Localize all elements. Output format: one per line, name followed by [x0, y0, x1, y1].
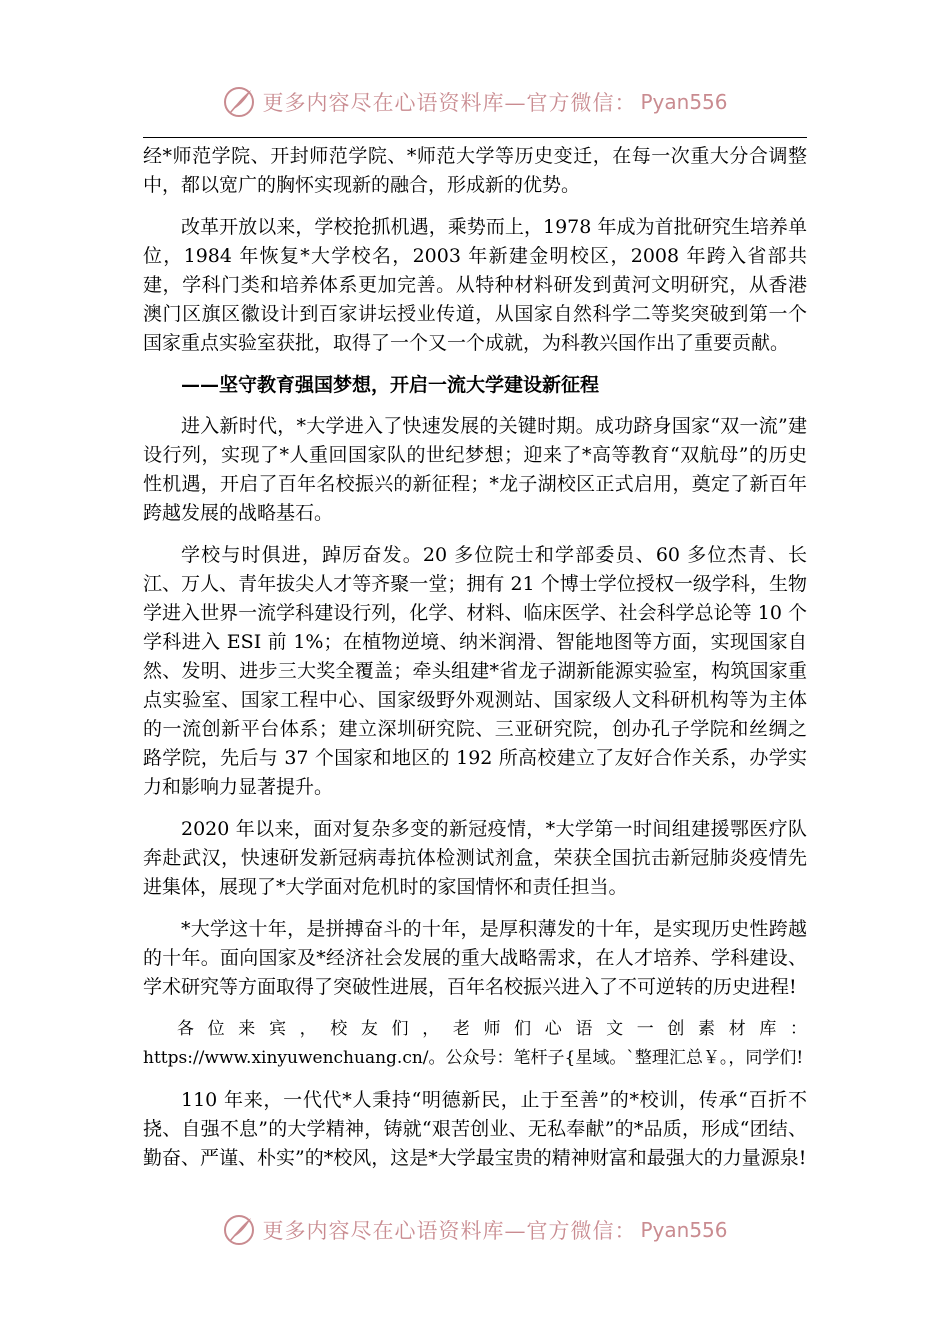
watermark-contact: Pyan556 — [640, 1218, 728, 1242]
feather-quill-icon — [222, 1213, 256, 1247]
watermark-text: 更多内容尽在心语资料库—官方微信： — [262, 1219, 637, 1243]
paragraph-pandemic: 2020 年以来，面对复杂多变的新冠疫情，*大学第一时间组建援鄂医疗队奔赴武汉，快速研发新冠病毒抗体检测试剂盒，荣获全国抗击新冠肺炎疫情先进集体，展现了*大学面对危机时的家国情怀和责任担当。 — [143, 818, 807, 898]
paragraph-reform: 改革开放以来，学校抢抓机遇，乘势而上，1978 年成为首批研究生培养单位，1984 年恢复*大学校名，2003 年新建金明校区，2008 年跨入省部共建，学科门类和培养体系更加完善。从特种材料研发到黄河文明研究，从香港澳门区旗区徽设计到百家讲坛授业传道，从国家自然科学二等奖突破到第一个国家重点实验室获批，取得了一个又一个成就，为科教兴国作出了重要贡献。 — [143, 216, 807, 354]
watermark-contact: Pyan556 — [640, 90, 728, 114]
paragraph-continuation: 经*师范学院、开封师范学院、*师范大学等历史变迁，在每一次重大分合调整中，都以宽广的胸怀实现新的融合，形成新的优势。 — [143, 145, 807, 196]
paragraph-motto: 110 年来，一代代*人秉持“明德新民，止于至善”的*校训，传承“百折不挠、自强不息”的大学精神，铸就“艰苦创业、无私奉献”的*品质，形成“团结、勤奋、严谨、朴实”的*校风，这是*大学最宝贵的精神财富和最强大的力量源泉! — [143, 1089, 807, 1169]
section-heading: ——坚守教育强国梦想，开启一流大学建设新征程 — [181, 374, 600, 396]
header-divider — [143, 137, 807, 138]
paragraph-decade: *大学这十年，是拼搏奋斗的十年，是厚积薄发的十年，是实现历史性跨越的十年。面向国家及*经济社会发展的重大战略需求，在人才培养、学科建设、学术研究等方面取得了突破性进展，百年名校振兴进入了不可逆转的历史进程! — [143, 918, 807, 998]
paragraph-greeting: 各位来宾，校友们，老师们心语文一创素材库：https://www.xinyuwenchuang.cn/。公众号：笔杆子{星域。`整理汇总￥。，同学们! — [143, 1019, 807, 1068]
footer-watermark — [0, 1210, 950, 1250]
watermark-text: 更多内容尽在心语资料库—官方微信： — [262, 91, 637, 115]
document-body — [143, 142, 807, 1186]
paragraph-achievements: 学校与时俱进，踔厉奋发。20 多位院士和学部委员、60 多位杰青、长江、万人、青年拔尖人才等齐聚一堂；拥有 21 个博士学位授权一级学科，生物学进入世界一流学科建设行列，化学、材料、临床医学、社会科学总论等 10 个学科进入 ESI 前 1%；在植物逆境、纳米润滑、智能地图等方面，实现国家自然、发明、进步三大奖全覆盖；牵头组建*省龙子湖新能源实验室，构筑国家重点实验室、国家工程中心、国家级野外观测站、国家级人文科研机构等为主体的一流创新平台体系；建立深圳研究院、三亚研究院，创办孔子学院和丝绸之路学院，先后与 37 个国家和地区的 192 所高校建立了友好合作关系，办学实力和影响力显著提升。 — [143, 544, 807, 798]
feather-quill-icon — [222, 85, 256, 119]
paragraph-new-era: 进入新时代，*大学进入了快速发展的关键时期。成功跻身国家“双一流”建设行列，实现了*人重回国家队的世纪梦想；迎来了*高等教育“双航母”的历史性机遇，开启了百年名校振兴的新征程；*龙子湖校区正式启用，奠定了新百年跨越发展的战略基石。 — [143, 415, 807, 524]
header-watermark — [0, 82, 950, 122]
